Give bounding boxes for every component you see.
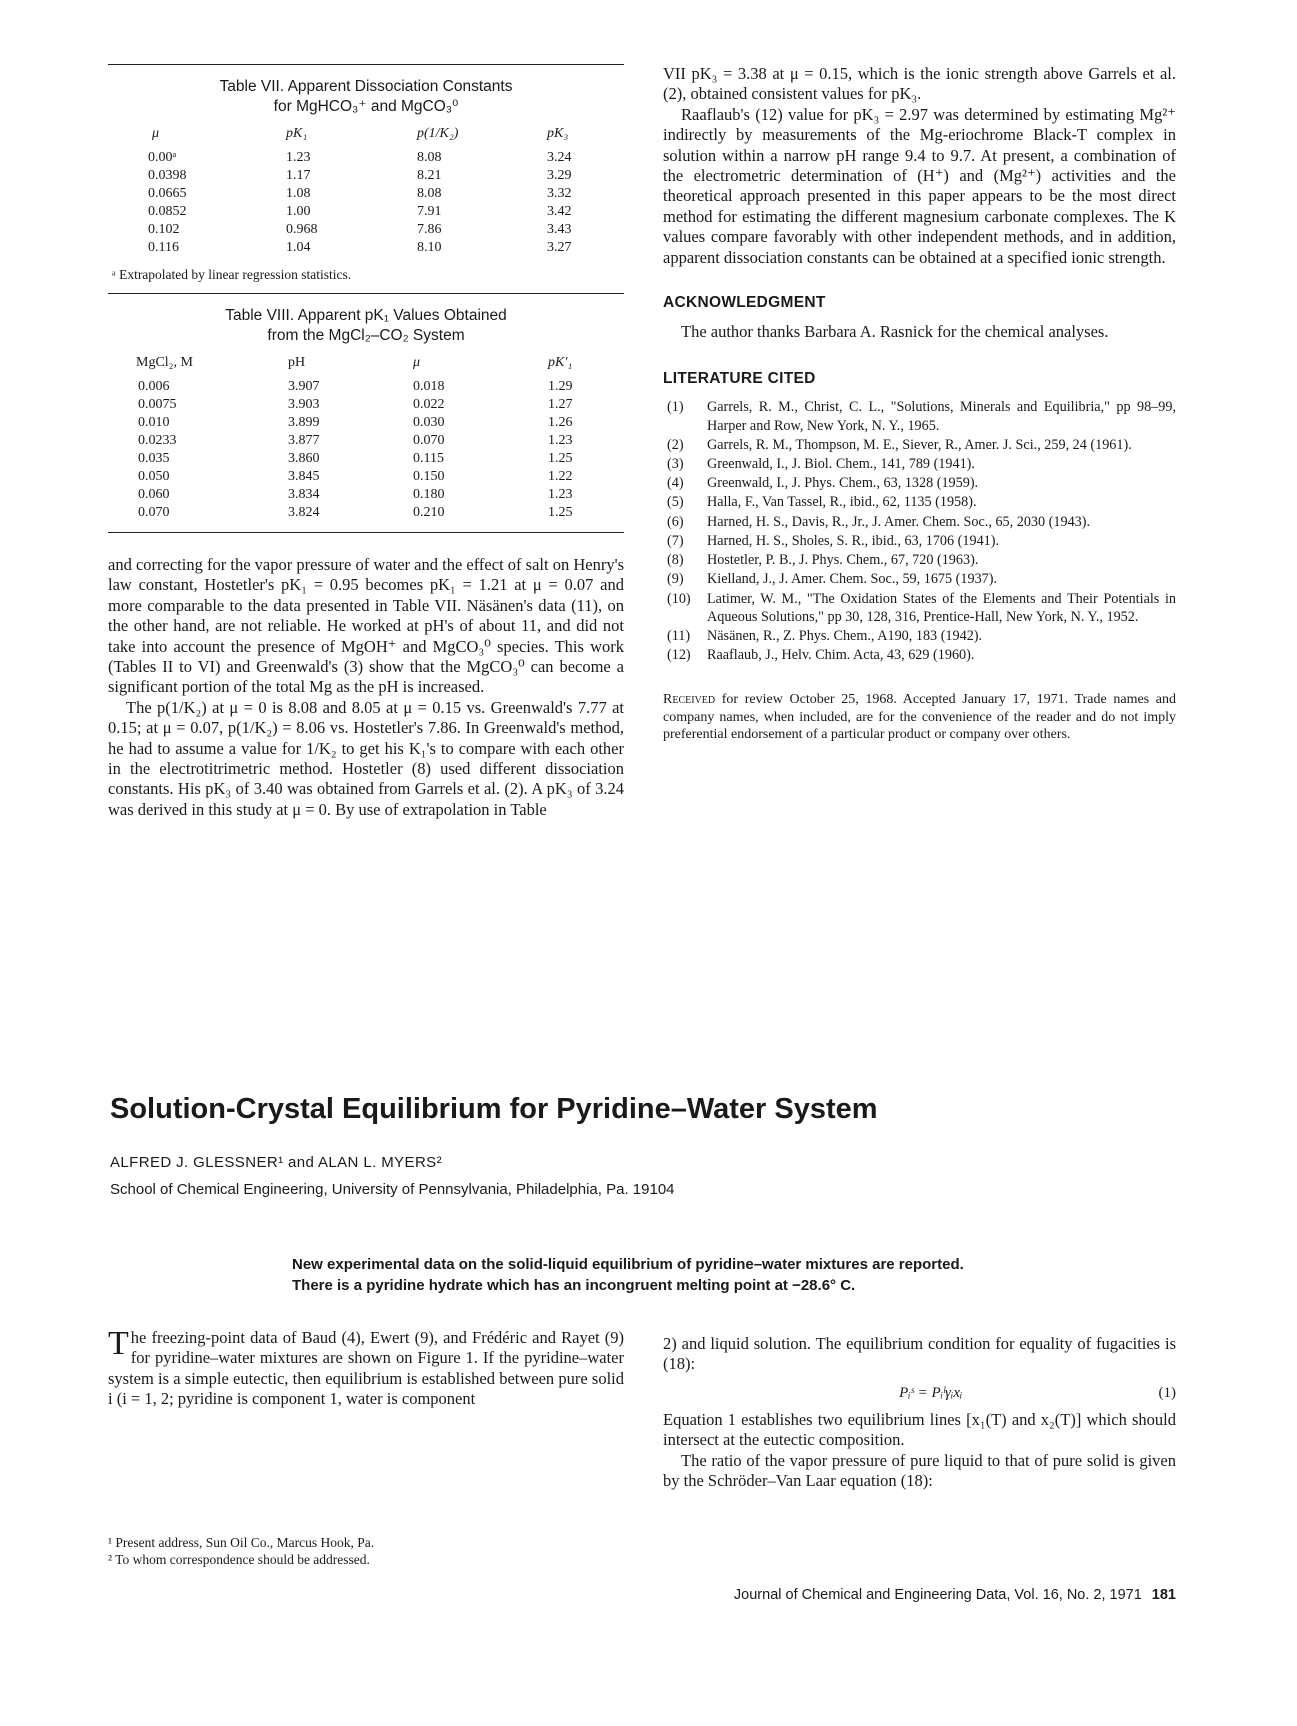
table-cell: 3.877 bbox=[288, 433, 320, 448]
table-row bbox=[108, 221, 624, 239]
reference-text: Hostetler, P. B., J. Phys. Chem., 67, 720 (1963). bbox=[707, 552, 979, 569]
table-cell: 0.060 bbox=[138, 487, 170, 502]
table7 bbox=[108, 77, 624, 283]
article-intro-paragraph bbox=[108, 1325, 624, 1410]
received-note bbox=[663, 691, 1176, 744]
table-cell: 3.24 bbox=[547, 150, 572, 165]
reference-text: Harned, H. S., Sholes, S. R., ibid., 63, 1706 (1941). bbox=[707, 532, 1000, 549]
table8-header-row bbox=[108, 354, 624, 378]
table-cell: 0.150 bbox=[413, 469, 445, 484]
reference-text: Näsänen, R., Z. Phys. Chem., A190, 183 (1942). bbox=[707, 627, 983, 644]
table-cell: 7.86 bbox=[417, 222, 442, 237]
right-paragraph-1: VII pK₃ = 3.38 at μ = 0.15, which is the ionic strength above Garrels et al. (2), obtained consistent values for pK₃. bbox=[663, 64, 1176, 104]
table-cell: 1.23 bbox=[548, 487, 573, 502]
table8-header: pH bbox=[288, 355, 306, 370]
reference-number: (5) bbox=[667, 494, 684, 511]
table-row bbox=[108, 149, 624, 167]
reference-number: (8) bbox=[667, 552, 684, 569]
table8-header: MgCl₂, M bbox=[136, 355, 194, 370]
table-cell: 0.115 bbox=[413, 451, 444, 466]
left-paragraph-1: and correcting for the vapor pressure of water and the effect of salt on Henry's law constant, Hostetler's pK₁ = 0.95 becomes pK₁ = 1.21 at μ = 0.07 and more comparable to the data presented in Table VII. Näsänen's data (11), on the other hand, are not reliable. He worked at pH's of about 11, and did not take into account the presence of MgOH⁺ and MgCO₃⁰ species. This work (Tables II to VI) and Greenwald's (3) show that the MgCO₃⁰ can become a significant portion of the total Mg as the pH is increased. bbox=[108, 555, 624, 697]
table-cell: 3.899 bbox=[288, 415, 320, 430]
article-right-paragraph-1: 2) and liquid solution. The equilibrium condition for equality of fugacities is (18): bbox=[663, 1334, 1176, 1374]
reference-item bbox=[663, 590, 1176, 626]
right-column-upper bbox=[663, 64, 1176, 744]
reference-text: Raaflaub, J., Helv. Chim. Acta, 43, 629 (1960). bbox=[707, 647, 975, 664]
reference-number: (12) bbox=[667, 647, 691, 664]
table-cell: 0.116 bbox=[148, 240, 179, 255]
table8-grid bbox=[108, 354, 624, 522]
equation-1 bbox=[663, 1385, 1176, 1402]
table7-footnote: ᵃ Extrapolated by linear regression statistics. bbox=[112, 267, 352, 282]
journal-footer bbox=[663, 1587, 1176, 1603]
table-cell: 3.860 bbox=[288, 451, 320, 466]
table-cell: 0.022 bbox=[413, 397, 445, 412]
table-row bbox=[108, 414, 624, 432]
received-label: Received bbox=[663, 692, 716, 708]
table7-title-line1: Table VII. Apparent Dissociation Constants bbox=[219, 78, 513, 95]
table8-title-line1: Table VIII. Apparent pK₁ Values Obtained bbox=[225, 307, 507, 324]
table7-header: p(1/K₂) bbox=[417, 126, 459, 141]
reference-item bbox=[663, 398, 1176, 434]
table-cell: 8.08 bbox=[417, 186, 442, 201]
table-cell: 1.23 bbox=[286, 150, 311, 165]
left-paragraph-2: The p(1/K₂) at μ = 0 is 8.08 and 8.05 at μ = 0.15 vs. Greenwald's 7.77 at 0.15; at μ = 0.07, p(1/K₂) = 8.06 vs. Hostetler's 7.86. In Greenwald's method, he had to assume a value for 1/K₂ to get his K₁'s to compare with each other in the electrotitrimetric method. Hostetler (8) used different dissociation constants. His pK₃ of 3.40 was obtained from Garrels et al. (2). A pK₃ of 3.24 was derived in this study at μ = 0. By use of extrapolation in Table bbox=[108, 697, 624, 819]
table-row bbox=[108, 450, 624, 468]
table-cell: 3.824 bbox=[288, 505, 320, 520]
table-cell: 0.070 bbox=[413, 433, 445, 448]
table-cell: 0.006 bbox=[138, 379, 170, 394]
table-cell: 0.030 bbox=[413, 415, 445, 430]
table-row bbox=[108, 185, 624, 203]
reference-text: Kielland, J., J. Amer. Chem. Soc., 59, 1675 (1937). bbox=[707, 571, 998, 588]
reference-item bbox=[663, 551, 1176, 569]
reference-item bbox=[663, 627, 1176, 645]
article-right-paragraph-2: Equation 1 establishes two equilibrium lines [x₁(T) and x₂(T)] which should intersect at the eutectic composition. bbox=[663, 1409, 1176, 1450]
reference-item bbox=[663, 570, 1176, 588]
table-cell: 1.22 bbox=[548, 469, 573, 484]
table-cell: 0.968 bbox=[286, 222, 318, 237]
table-cell: 3.42 bbox=[547, 204, 572, 219]
table8-header: μ bbox=[413, 355, 421, 370]
table-cell: 0.0665 bbox=[148, 186, 187, 201]
table7-header: pK₁ bbox=[286, 126, 308, 141]
table-cell: 0.180 bbox=[413, 487, 445, 502]
table-cell: 1.26 bbox=[548, 415, 573, 430]
table-cell: 8.08 bbox=[417, 150, 442, 165]
reference-text: Harned, H. S., Davis, R., Jr., J. Amer. Chem. Soc., 65, 2030 (1943). bbox=[707, 513, 1091, 530]
reference-item bbox=[663, 474, 1176, 492]
reference-number: (6) bbox=[667, 513, 684, 530]
reference-number: (4) bbox=[667, 475, 684, 492]
table-cell: 0.035 bbox=[138, 451, 170, 466]
table7-header: pK₃ bbox=[547, 126, 569, 141]
table-cell: 1.25 bbox=[548, 505, 573, 520]
reference-number: (7) bbox=[667, 532, 684, 549]
reference-number: (3) bbox=[667, 456, 684, 473]
table-cell: 3.903 bbox=[288, 397, 320, 412]
table8-title-line2: from the MgCl₂–CO₂ System bbox=[267, 327, 465, 344]
table-cell: 1.27 bbox=[548, 397, 573, 412]
reference-text: Greenwald, I., J. Phys. Chem., 63, 1328 (1959). bbox=[707, 475, 979, 492]
equation-body: Pᵢˢ = Pᵢˡγᵢxᵢ bbox=[899, 1384, 963, 1401]
table-row bbox=[108, 239, 624, 257]
reference-item bbox=[663, 646, 1176, 664]
table-cell: 8.21 bbox=[417, 168, 442, 183]
reference-number: (10) bbox=[667, 590, 691, 607]
table-cell: 0.210 bbox=[413, 505, 445, 520]
article-right-paragraph-3: The ratio of the vapor pressure of pure liquid to that of pure solid is given by the Schröder–Van Laar equation (18): bbox=[663, 1450, 1176, 1491]
table7-header-row bbox=[108, 125, 624, 149]
table-cell: 3.27 bbox=[547, 240, 572, 255]
table-row bbox=[108, 468, 624, 486]
table-cell: 0.070 bbox=[138, 505, 170, 520]
acknowledgment-heading: ACKNOWLEDGMENT bbox=[663, 294, 826, 312]
reference-number: (2) bbox=[667, 436, 684, 453]
reference-number: (11) bbox=[667, 627, 691, 644]
article-abstract: New experimental data on the solid-liquid equilibrium of pyridine–water mixtures are reported. There is a pyridine hydrate which has an incongruent melting point at −28.6° C. bbox=[292, 1256, 964, 1294]
reference-number: (1) bbox=[667, 399, 684, 416]
right-paragraph-2: Raaflaub's (12) value for pK₃ = 2.97 was determined by estimating Mg²⁺ indirectly by measurements of the Mg-eriochrome Black-T complex in solution within a narrow pH range 9.4 to 9.7. At present, a combination of the electrometric determination of (H⁺) and (Mg²⁺) activities and the theoretical approach presented in this paper appears to be the most direct method for estimating the different magnesium carbonate complexes. The K values compare favorably with other independent methods, and in addition, apparent dissociation constants can be obtained at a specified ionic strength. bbox=[663, 104, 1176, 267]
footnote-1: ¹ Present address, Sun Oil Co., Marcus Hook, Pa. bbox=[108, 1535, 375, 1550]
reference-item bbox=[663, 532, 1176, 550]
table8-header: pK′₁ bbox=[548, 355, 573, 370]
table8 bbox=[108, 306, 624, 522]
author-footnotes bbox=[108, 1535, 624, 1568]
table-cell: 3.32 bbox=[547, 186, 572, 201]
literature-cited-heading: LITERATURE CITED bbox=[663, 370, 816, 388]
table-cell: 1.23 bbox=[548, 433, 573, 448]
table-cell: 0.0075 bbox=[138, 397, 177, 412]
table-cell: 3.29 bbox=[547, 168, 572, 183]
table-row bbox=[108, 167, 624, 185]
table-row bbox=[108, 203, 624, 221]
table-cell: 1.17 bbox=[286, 168, 311, 183]
table-cell: 0.0233 bbox=[138, 433, 177, 448]
table-cell: 3.43 bbox=[547, 222, 572, 237]
reference-item bbox=[663, 513, 1176, 531]
table-cell: 0.050 bbox=[138, 469, 170, 484]
article-affiliation: School of Chemical Engineering, University of Pennsylvania, Philadelphia, Pa. 19104 bbox=[110, 1181, 675, 1198]
reference-list bbox=[663, 398, 1176, 664]
journal-citation: Journal of Chemical and Engineering Data, Vol. 16, No. 2, 1971 bbox=[733, 1587, 1142, 1603]
table8-title bbox=[108, 306, 624, 346]
table-cell: 0.0398 bbox=[148, 168, 187, 183]
reference-text: Garrels, R. M., Thompson, M. E., Siever, R., Amer. J. Sci., 259, 24 (1961). bbox=[707, 436, 1132, 453]
footnote-2: ² To whom correspondence should be addressed. bbox=[108, 1551, 370, 1567]
article-right-column bbox=[663, 1334, 1176, 1491]
reference-text: Greenwald, I., J. Biol. Chem., 141, 789 (1941). bbox=[707, 456, 975, 473]
article-intro-text: he freezing-point data of Baud (4), Ewert (9), and Frédéric and Rayet (9) for pyridine–water mixtures are shown on Figure 1. If the pyridine–water system is a simple eutectic, then equilibrium is established between pure solid i (i = 1, 2; pyridine is component 1, water is component bbox=[108, 1328, 624, 1409]
table-cell: 8.10 bbox=[417, 240, 442, 255]
page-number: 181 bbox=[1151, 1587, 1176, 1603]
reference-item bbox=[663, 493, 1176, 511]
table-row bbox=[108, 396, 624, 414]
table-cell: 1.00 bbox=[286, 204, 311, 219]
article-authors: ALFRED J. GLESSNER¹ and ALAN L. MYERS² bbox=[110, 1154, 442, 1171]
table7-title-line2: for MgHCO₃⁺ and MgCO₃⁰ bbox=[273, 98, 459, 115]
table-row bbox=[108, 378, 624, 396]
reference-item bbox=[663, 436, 1176, 454]
reference-text: Halla, F., Van Tassel, R., ibid., 62, 1135 (1958). bbox=[707, 494, 977, 511]
reference-text: Garrels, R. M., Christ, C. L., "Solutions, Minerals and Equilibria," pp 98–99, Harper and Row, New York, N. Y., 1965. bbox=[707, 399, 1176, 434]
table-row bbox=[108, 504, 624, 522]
table-cell: 1.25 bbox=[548, 451, 573, 466]
received-text: for review October 25, 1968. Accepted January 17, 1971. Trade names and company names, when included, are for the convenience of the reader and do not imply preferential endorsement of a particular product or company over others. bbox=[663, 692, 1176, 743]
table-cell: 1.29 bbox=[548, 379, 573, 394]
table7-top-rule bbox=[108, 64, 624, 65]
table-row bbox=[108, 486, 624, 504]
table7-title bbox=[108, 77, 624, 117]
equation-number: (1) bbox=[1158, 1384, 1176, 1401]
acknowledgment-text: The author thanks Barbara A. Rasnick for the chemical analyses. bbox=[681, 322, 1109, 342]
table-cell: 0.00ᵃ bbox=[148, 150, 177, 165]
table-cell: 3.907 bbox=[288, 379, 320, 394]
drop-cap: T bbox=[108, 1325, 129, 1362]
table-cell: 1.04 bbox=[286, 240, 311, 255]
table-cell: 3.834 bbox=[288, 487, 320, 502]
reference-number: (9) bbox=[667, 571, 684, 588]
table-cell: 0.018 bbox=[413, 379, 445, 394]
article-title: Solution-Crystal Equilibrium for Pyridine–Water System bbox=[110, 1093, 878, 1125]
reference-text: Latimer, W. M., "The Oxidation States of the Elements and Their Potentials in Aqueous Solutions," pp 30, 128, 316, Prentice-Hall, New York, N. Y., 1952. bbox=[707, 590, 1176, 625]
table7-grid bbox=[108, 125, 624, 257]
table-row bbox=[108, 432, 624, 450]
table-cell: 0.0852 bbox=[148, 204, 187, 219]
table8-top-rule bbox=[108, 293, 624, 294]
table-cell: 3.845 bbox=[288, 469, 320, 484]
left-column-upper bbox=[108, 64, 624, 820]
article-left-column bbox=[108, 1325, 624, 1410]
table-cell: 0.102 bbox=[148, 222, 180, 237]
table-cell: 1.08 bbox=[286, 186, 311, 201]
table7-header: μ bbox=[152, 126, 160, 141]
table-cell: 0.010 bbox=[138, 415, 170, 430]
table-cell: 7.91 bbox=[417, 204, 442, 219]
reference-item bbox=[663, 455, 1176, 473]
